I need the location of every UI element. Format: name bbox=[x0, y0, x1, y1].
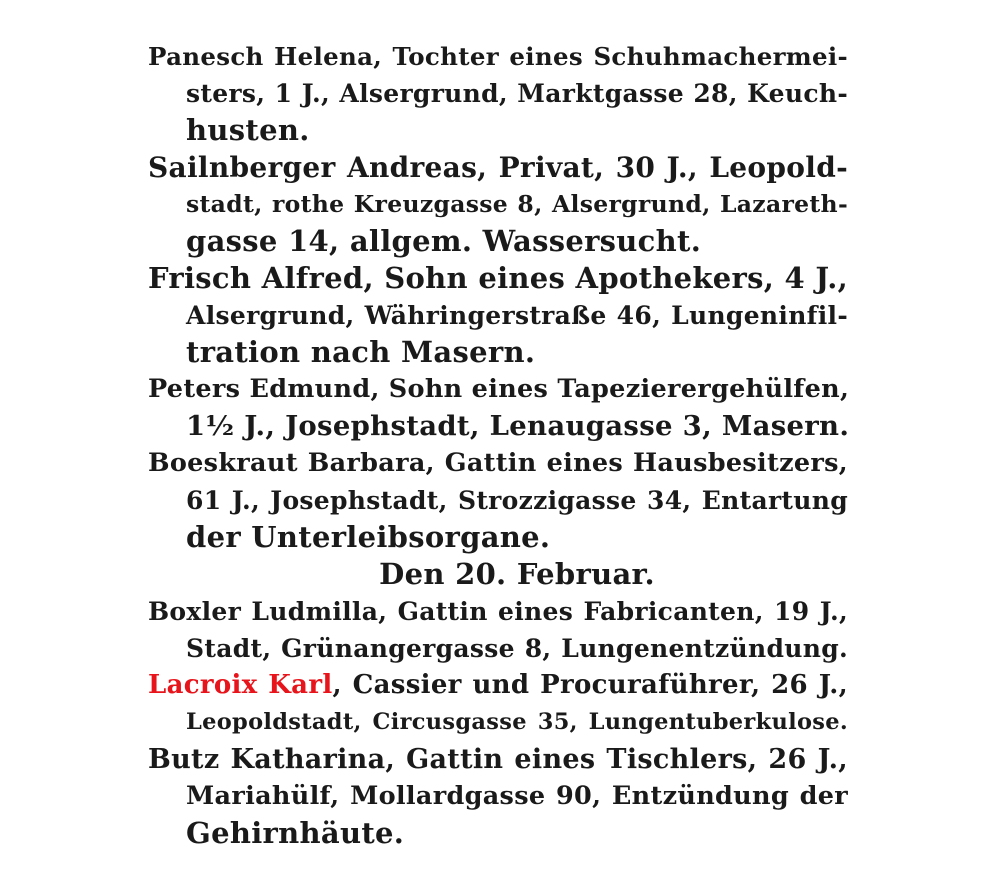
highlighted-name: Lacroix Karl bbox=[148, 670, 333, 700]
entry-line: Sailnberger Andreas, Privat, 30 J., Leopold- bbox=[148, 151, 848, 184]
entry-line: tration nach Masern. bbox=[186, 335, 536, 369]
entry-line: Boeskraut Barbara, Gattin eines Hausbesitzers, bbox=[148, 448, 848, 478]
entry-line: der Unterleibsorgane. bbox=[186, 520, 551, 554]
entry-line: gasse 14, allgem. Wassersucht. bbox=[186, 224, 702, 258]
entry-line: Mariahülf, Mollardgasse 90, Entzündung der bbox=[186, 781, 848, 811]
entry-line: 61 J., Josephstadt, Strozzigasse 34, Entartung bbox=[186, 486, 848, 515]
entry-line: Leopoldstadt, Circusgasse 35, Lungentuberkulose. bbox=[186, 709, 848, 735]
entry-line: Stadt, Grünangergasse 8, Lungenentzündung. bbox=[186, 634, 848, 663]
entry-line: stadt, rothe Kreuzgasse 8, Alsergrund, Lazareth- bbox=[186, 190, 848, 218]
entry-line: 1½ J., Josephstadt, Lenaugasse 3, Masern. bbox=[186, 410, 850, 442]
highlighted-entry-line bbox=[148, 667, 848, 704]
entry-line: Peters Edmund, Sohn eines Tapezierergehülfen, bbox=[148, 374, 850, 404]
entry-line: Alsergrund, Währingerstraße 46, Lungeninfil- bbox=[186, 301, 848, 330]
entry-line: Boxler Ludmilla, Gattin eines Fabricanten, 19 J., bbox=[148, 597, 848, 626]
entry-line: Butz Katharina, Gattin eines Tischlers, 26 J., bbox=[148, 744, 848, 775]
entry-line: Frisch Alfred, Sohn eines Apothekers, 4 J., bbox=[148, 261, 848, 295]
entry-line: sters, 1 J., Alsergrund, Marktgasse 28, Keuch- bbox=[186, 79, 848, 108]
entry-line: Panesch Helena, Tochter eines Schuhmachermei- bbox=[148, 42, 848, 71]
death-register-column bbox=[148, 38, 848, 852]
entry-line: Gehirnhäute. bbox=[186, 816, 405, 850]
entry-line: husten. bbox=[186, 113, 310, 147]
date-heading: Den 20. Februar. bbox=[379, 557, 655, 591]
entry-line-rest: , Cassier und Procuraführer, 26 J., bbox=[332, 670, 848, 700]
